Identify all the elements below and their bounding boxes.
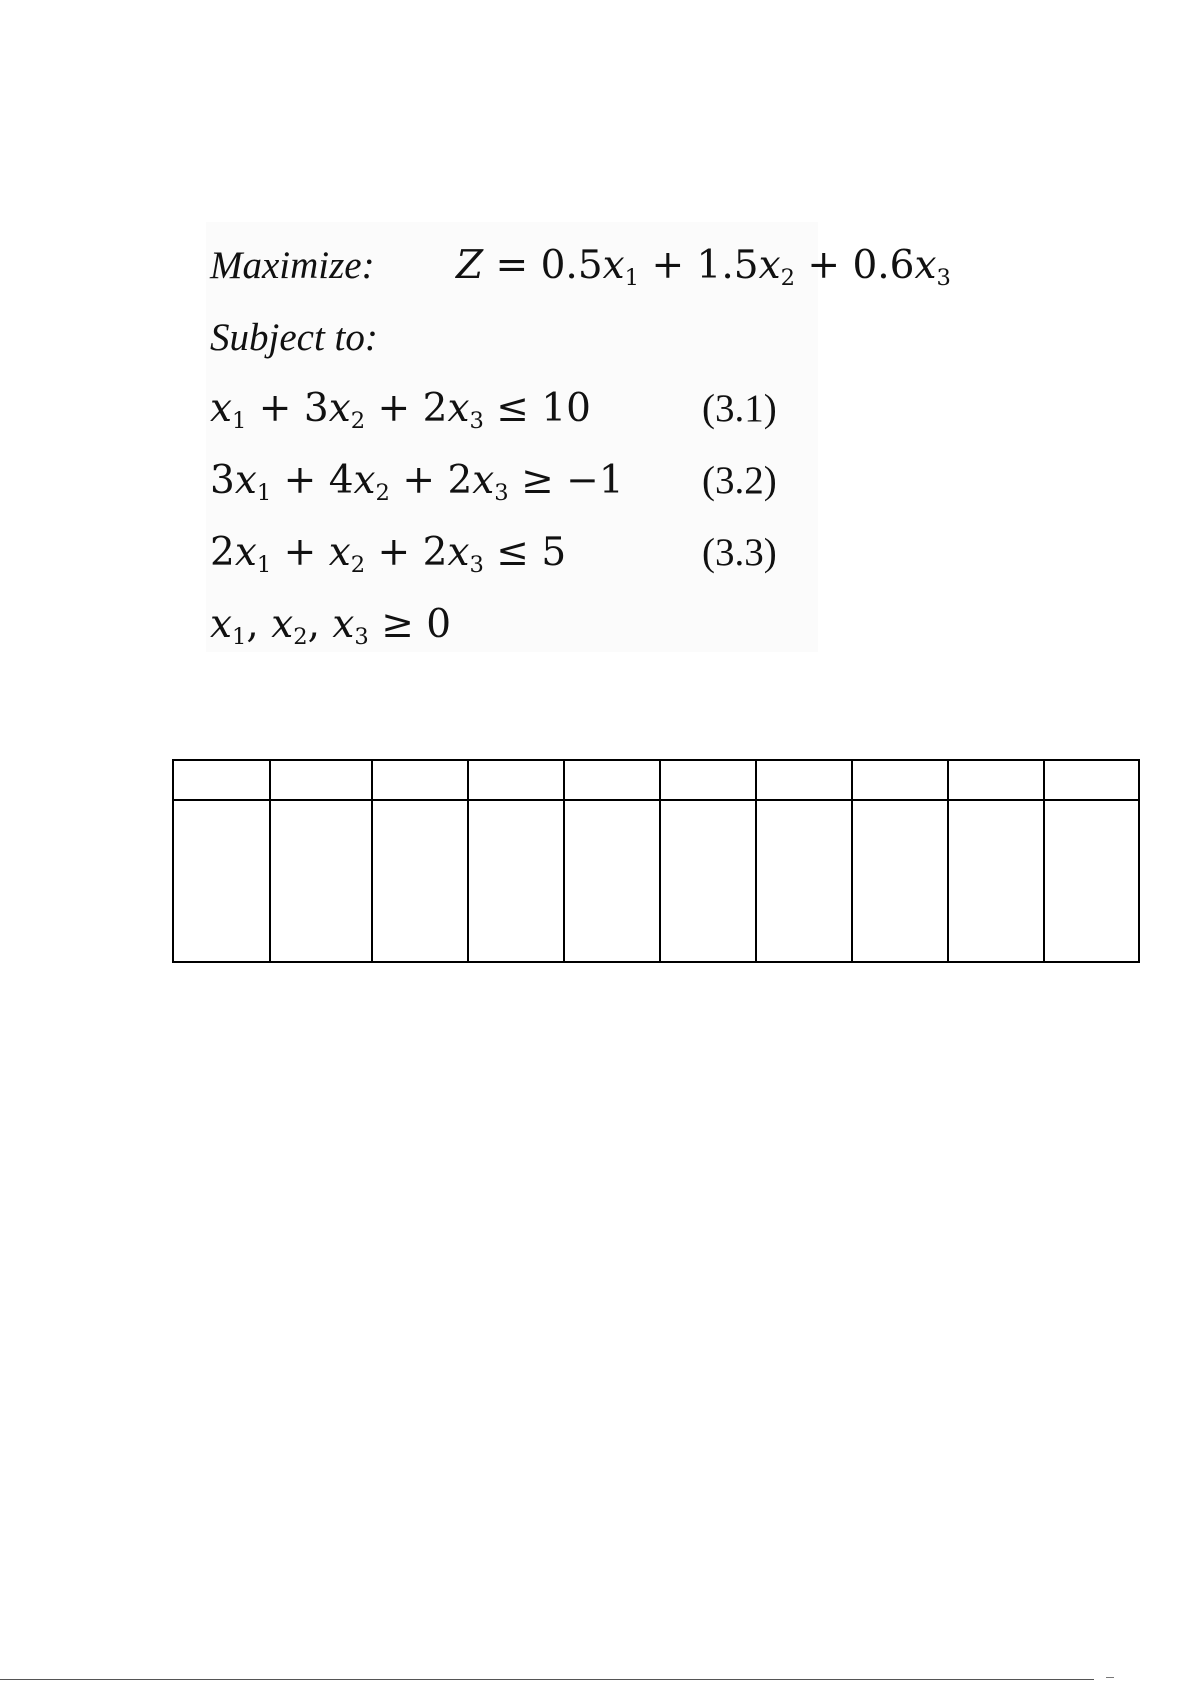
obj-var-3: x [914,243,937,288]
c3-rhs: 5 [541,530,567,575]
equation-number: (3.3) [702,531,777,574]
footer-tick-mark [1106,1677,1114,1678]
constraint-expression [210,458,624,507]
c1-var-2: x [328,386,351,431]
constraint-3-3 [210,530,777,587]
c3-var-3: x [447,530,470,575]
header-cell [660,760,756,800]
objective-equals: = [495,243,529,288]
header-cell [1044,760,1139,800]
c2-relation: ≥ [521,458,554,503]
header-cell [948,760,1044,800]
constraint-3-1 [210,386,777,443]
c3-coef-1: 2 [210,530,235,575]
c3-sub-2: 2 [350,552,366,579]
nn-sub-3: 3 [354,624,369,651]
obj-var-2: x [758,243,781,288]
c1-coef-2: 3 [303,386,329,431]
obj-coef-2: 1.5 [696,243,759,288]
table-cell [270,800,372,962]
obj-coef-3: 0.6 [852,243,915,288]
c1-coef-3: 2 [422,386,448,431]
objective-function [456,244,951,300]
constraint-expression [210,530,567,579]
c2-coef-1: 3 [210,458,235,503]
obj-sub-1: 1 [624,265,640,292]
table-cell [468,800,564,962]
table-cell [564,800,660,962]
constraint-expression [210,386,591,435]
c3-sub-1: 1 [256,552,272,579]
nn-separator-1: , [246,602,259,647]
c2-sub-1: 1 [256,480,272,507]
subject-to-label: Subject to: [210,316,378,359]
c2-sub-2: 2 [375,480,390,507]
objective-variable: Z [456,243,484,288]
table-cell [372,800,468,962]
nn-var-1: x [210,602,232,647]
c2-rhs: −1 [566,458,624,503]
nn-relation: ≥ [381,602,414,647]
c1-sign-2: + [377,386,411,431]
c2-sub-3: 3 [494,480,509,507]
c2-sign-1: + [283,458,317,503]
objective-label: Maximize: [210,244,375,287]
c2-var-3: x [472,458,495,503]
obj-sign-2: + [807,243,841,288]
table-header-row [173,760,1139,800]
c3-sign-2: + [377,530,411,575]
table-cell [173,800,270,962]
obj-sub-3: 3 [936,265,951,292]
obj-sign-1: + [651,243,685,288]
c3-sign-1: + [283,530,317,575]
c3-relation: ≤ [496,530,529,575]
objective-line [210,243,951,292]
c1-sign-1: + [258,386,292,431]
c1-sub-1: 1 [232,408,247,435]
c3-coef-3: 2 [422,530,448,575]
c1-relation: ≤ [496,386,529,431]
header-cell [173,760,270,800]
nn-var-2: x [271,602,294,647]
c2-var-2: x [353,458,376,503]
c2-coef-2: 4 [328,458,354,503]
empty-tableau-table [172,759,1140,963]
header-cell [564,760,660,800]
c1-var-3: x [447,386,470,431]
c1-var-1: x [210,386,232,431]
table-cell [756,800,852,962]
c1-rhs: 10 [541,386,591,431]
header-cell [468,760,564,800]
header-cell [270,760,372,800]
nn-sub-1: 1 [232,624,247,651]
equation-number: (3.2) [702,459,777,502]
table-row [173,800,1139,962]
lp-problem [206,222,951,652]
nn-separator-2: , [307,602,320,647]
c2-coef-3: 2 [447,458,473,503]
nn-var-3: x [332,602,355,647]
c3-var-2: x [328,530,351,575]
table-cell [660,800,756,962]
c1-sub-3: 3 [469,408,484,435]
obj-sub-2: 2 [780,265,795,292]
obj-var-1: x [602,243,625,288]
c2-var-1: x [234,458,257,503]
table-cell [1044,800,1139,962]
obj-coef-1: 0.5 [540,243,603,288]
table-cell [948,800,1044,962]
c3-var-1: x [234,530,257,575]
non-negativity-constraint [210,603,451,659]
c1-sub-2: 2 [350,408,366,435]
header-cell [852,760,948,800]
footer-divider [0,1679,1094,1680]
nn-sub-2: 2 [293,624,308,651]
equation-number: (3.1) [702,387,777,430]
c2-sign-2: + [402,458,436,503]
constraint-3-2 [210,458,777,515]
c3-sub-3: 3 [469,552,484,579]
header-cell [372,760,468,800]
nn-rhs: 0 [426,602,452,647]
table-cell [852,800,948,962]
header-cell [756,760,852,800]
